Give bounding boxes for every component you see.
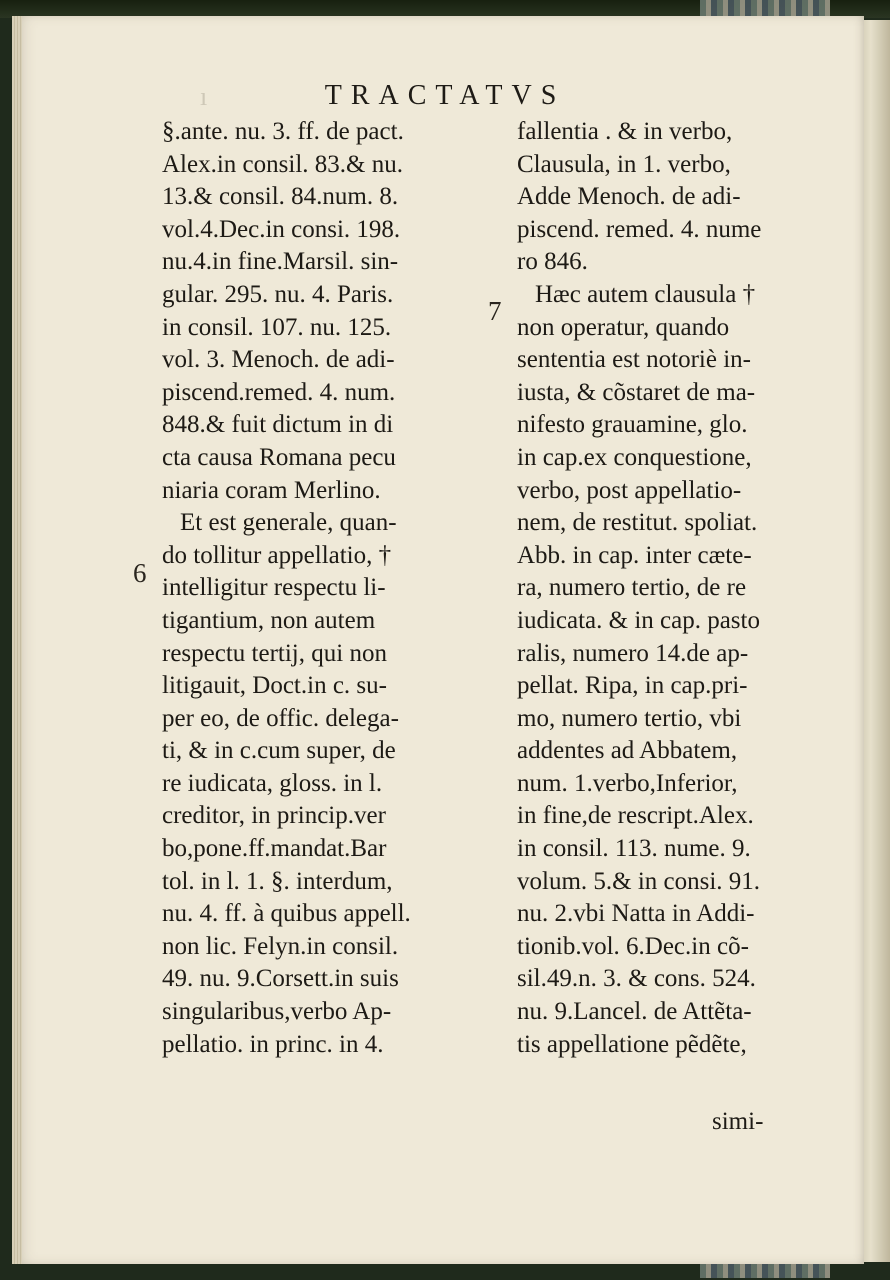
text-line: respectu tertij, qui non xyxy=(162,639,387,667)
text-line: addentes ad Abbatem, xyxy=(517,737,738,765)
text-line: cta causa Romana pecu xyxy=(162,443,396,471)
text-line: piscend.remed. 4. num. xyxy=(162,378,396,406)
text-line: tigantium, non autem xyxy=(162,606,376,634)
text-line: bo,pone.ff.mandat.Bar xyxy=(162,835,387,863)
text-line: fallentia . & in verbo, xyxy=(517,118,733,145)
text-line: pellatio. in princ. in 4. xyxy=(162,1030,384,1058)
text-line: vol.4.Dec.in consi. 198. xyxy=(162,215,401,243)
text-line: Adde Menoch. de adi- xyxy=(517,183,741,211)
text-line: vol. 3. Menoch. de adi- xyxy=(162,346,395,374)
text-line: ra, numero tertio, de re xyxy=(517,574,747,602)
text-line: non lic. Felyn.in consil. xyxy=(162,932,399,960)
text-line: ti, & in c.cum super, de xyxy=(162,737,396,765)
text-line: per eo, de offic. delega- xyxy=(162,704,399,732)
text-line: verbo, post appellatio- xyxy=(517,476,742,504)
text-line: 848.& fuit dictum in di xyxy=(162,411,394,439)
running-title: TRACTATVS xyxy=(324,80,566,111)
text-line: niaria coram Merlino. xyxy=(162,476,381,504)
text-line: in consil. 107. nu. 125. xyxy=(162,313,392,341)
text-line: in consil. 113. nume. 9. xyxy=(517,835,751,863)
text-line: intelligitur respectu li- xyxy=(162,574,386,602)
text-line: 49. nu. 9.Corsett.in suis xyxy=(162,965,399,993)
marbled-cover-edge xyxy=(700,0,830,16)
page-fore-edge xyxy=(12,16,22,1264)
text-line: litigauit, Doct.in c. su- xyxy=(162,672,387,700)
text-line: gular. 295. nu. 4. Paris. xyxy=(162,280,394,308)
text-line: Hæc autem clausula † xyxy=(535,280,756,308)
right-text-column xyxy=(517,116,817,1061)
text-line: tionib.vol. 6.Dec.in cõ- xyxy=(517,932,749,960)
text-line: creditor, in princip.ver xyxy=(162,802,386,830)
text-line: nem, de restitut. spoliat. xyxy=(517,509,758,537)
text-line: nu.4.in fine.Marsil. sin- xyxy=(162,248,399,276)
text-line: re iudicata, gloss. in l. xyxy=(162,769,383,797)
text-line: mo, numero tertio, vbi xyxy=(517,704,742,732)
text-line: volum. 5.& in consi. 91. xyxy=(517,867,761,895)
text-line: num. 1.verbo,Inferior, xyxy=(517,769,738,797)
text-line: pellat. Ripa, in cap.pri- xyxy=(517,672,748,700)
text-line: nifesto grauamine, glo. xyxy=(517,411,748,439)
text-line: tol. in l. 1. §. interdum, xyxy=(162,867,393,895)
text-line: ralis, numero 14.de ap- xyxy=(517,639,749,667)
left-text-column xyxy=(162,116,462,1061)
marbled-cover-edge-bottom xyxy=(700,1262,830,1278)
text-line: Et est generale, quan- xyxy=(180,509,397,537)
text-line: nu. 9.Lancel. de Attẽta- xyxy=(517,998,752,1026)
text-line: in fine,de rescript.Alex. xyxy=(517,802,754,830)
text-line: 13.& consil. 84.num. 8. xyxy=(162,183,399,211)
text-line: iudicata. & in cap. pasto xyxy=(517,606,760,634)
text-line: iusta, & cõstaret de ma- xyxy=(517,378,756,406)
text-line: Alex.in consil. 83.& nu. xyxy=(162,150,403,178)
bleed-through-mark: ı xyxy=(200,82,208,111)
text-line: Abb. in cap. inter cæte- xyxy=(517,541,752,569)
text-line: ro 846. xyxy=(517,248,588,276)
margin-number-left: 6 xyxy=(133,558,147,588)
catchword: simi- xyxy=(712,1108,764,1135)
text-line: nu. 4. ff. à quibus appell. xyxy=(162,900,411,928)
text-line: tis appellatione pẽdẽte, xyxy=(517,1030,747,1058)
text-line: piscend. remed. 4. nume xyxy=(517,215,762,243)
text-line: singularibus,verbo Ap- xyxy=(162,998,392,1026)
text-line: nu. 2.vbi Natta in Addi- xyxy=(517,900,755,928)
text-line: non operatur, quando xyxy=(517,313,730,341)
margin-number-right: 7 xyxy=(488,296,502,326)
text-line: do tollitur appellatio, † xyxy=(162,541,392,569)
text-line: sententia est notoriè in- xyxy=(517,346,751,374)
text-line: Clausula, in 1. verbo, xyxy=(517,150,731,178)
text-line: §.ante. nu. 3. ff. de pact. xyxy=(162,118,404,145)
text-line: sil.49.n. 3. & cons. 524. xyxy=(517,965,756,993)
text-line: in cap.ex conquestione, xyxy=(517,443,752,471)
